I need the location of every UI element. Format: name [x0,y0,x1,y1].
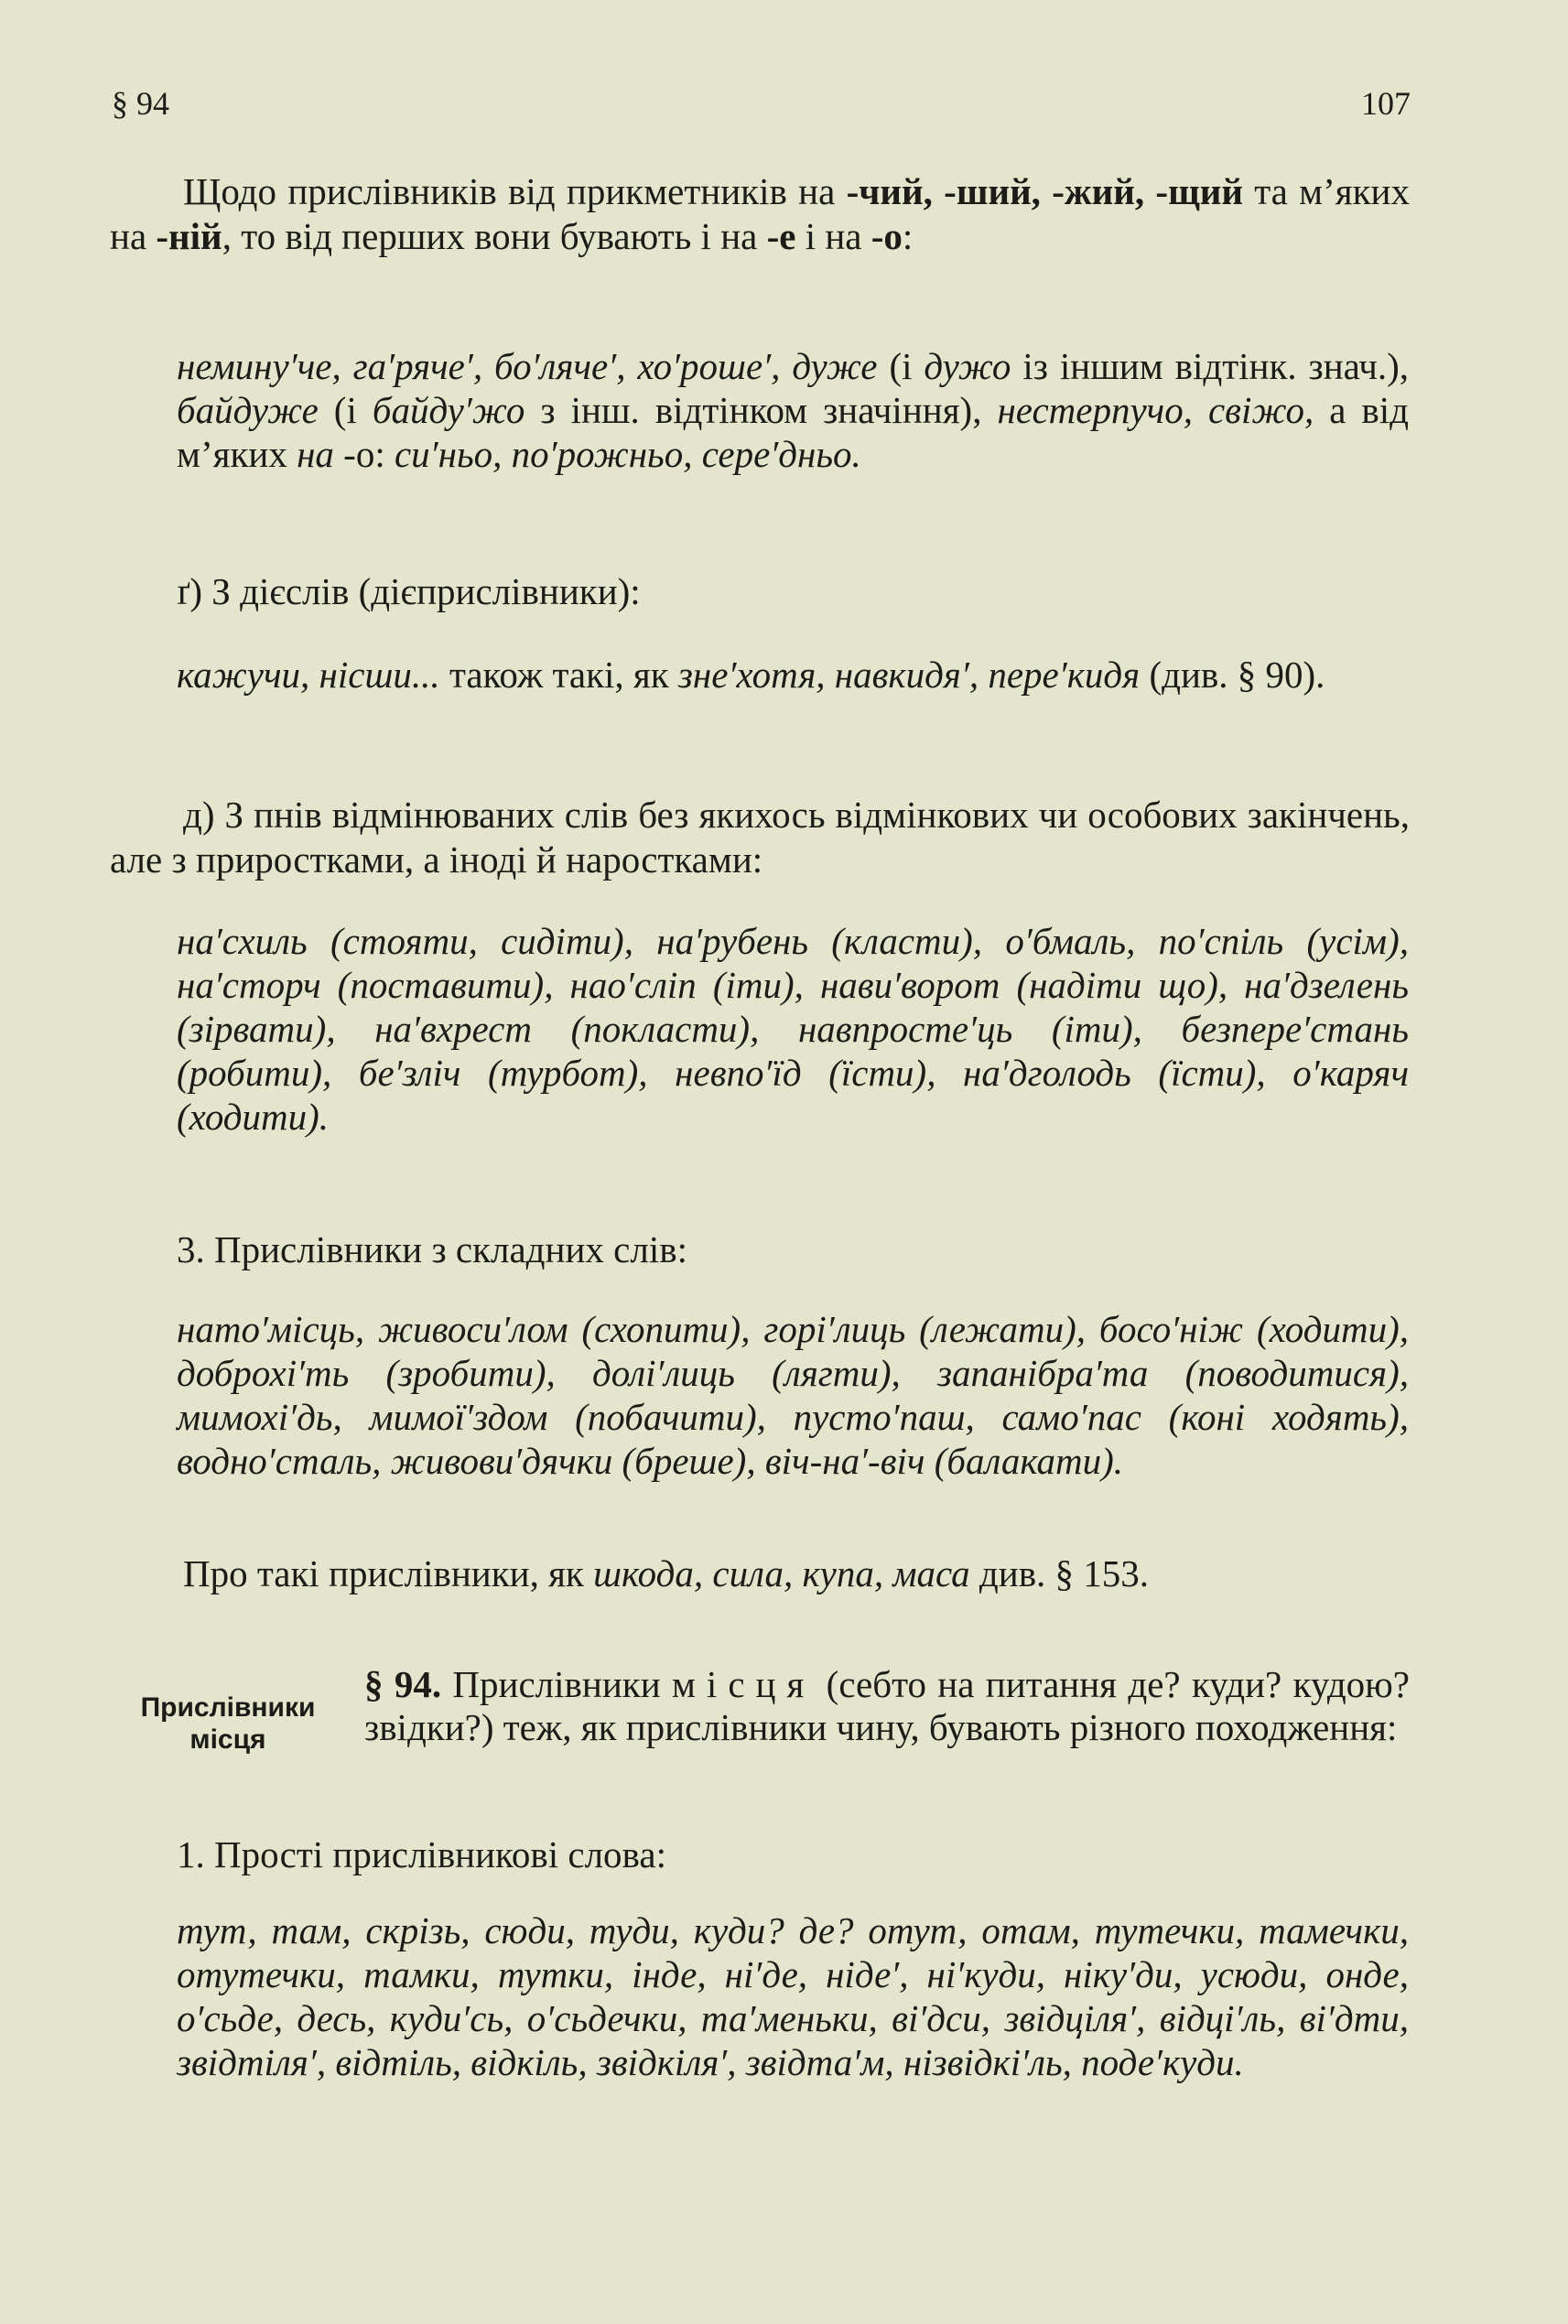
example-block-2: кажучи, нісши... також такі, як зне′хотя, навкидя′, пере′кидя (див. § 90). [177,654,1325,696]
example-block-4: нато′місць, живоси′лом (схопити), горі′лиць (лежати), босо′ніж (ходити), доброхі′ть (зробити), долі′лиць (лягти), запанібра′та (поводитися), мимохі′дь, мимої′здом (побачити), пусто′паш, само′пас (коні ходять), водно′сталь, живови′дячки (бреше), віч-на′-віч (балакати). [177,1308,1409,1482]
paragraph-note: Про такі прислівники, як шкода, сила, купа, маса див. § 153. [183,1552,1150,1594]
page-number: 107 [1361,85,1411,122]
subheading-verbs: ґ) З дієслів (дієприслівники): [177,570,641,612]
example-block-5: тут, там, скрізь, сюди, туди, куди? де? отут, отам, тутечки, тамечки, отутечки, тамки, тутки, інде, ні′де, ніде′, ні′куди, ніку′ди, усюди, онде, о′сьде, десь, куди′сь, о′сьдечки, та′меньки, ві′дси, звідціля′, відці′ль, ві′дти, звідтіля′, відтіль, відкіль, звідкіля′, звідта′м, нізвідкі′ль, поде′куди. [177,1909,1409,2083]
paragraph-adjective-adverbs: Щодо прислівників від прикметників на -чий, -ший, -жий, -щий та м’яких на -ній, то від перших вони бувають і на -е і на -о: [110,170,1411,257]
margin-title: Прислівники місця [140,1692,316,1755]
example-block-3: на′схиль (стояти, сидіти), на′рубень (класти), о′бмаль, по′спіль (усім), на′сторч (поставити), нао′сліп (іти), нави′ворот (надіти що), на′дзелень (зірвати), на′вхрест (покласти), навпросте′ць (іти), безпере′стань (робити), бе′зліч (турбот), невпо′їд (їсти), на′дголодь (їсти), о′каряч (ходити). [177,920,1409,1138]
subheading-simple-words: 1. Прості прислівникові слова: [177,1833,666,1875]
example-block-1: немину′че, га′ряче′, бо′ляче′, хо′роше′, дуже (і дужо із іншим відтінк. знач.), байдуже (і байду′жо з інш. відтінком значіння), нестерпучо, свіжо, а від м’яких на -о: си′ньо, по′рожньо, сере′дньо. [177,345,1410,475]
subheading-compound-words: 3. Прислівники з складних слів: [177,1228,687,1270]
paragraph-stems: д) З пнів відмінюваних слів без якихось відмінкових чи особових закінчень, але з приростками, а іноді й наростками: [110,794,1410,881]
section-94-paragraph: § 94. Прислівники місця (себто на питання де? куди? кудою? звідки?) теж, як прислівники чину, бувають різного походження: [364,1663,1411,1748]
running-header-section: § 94 [112,85,169,122]
